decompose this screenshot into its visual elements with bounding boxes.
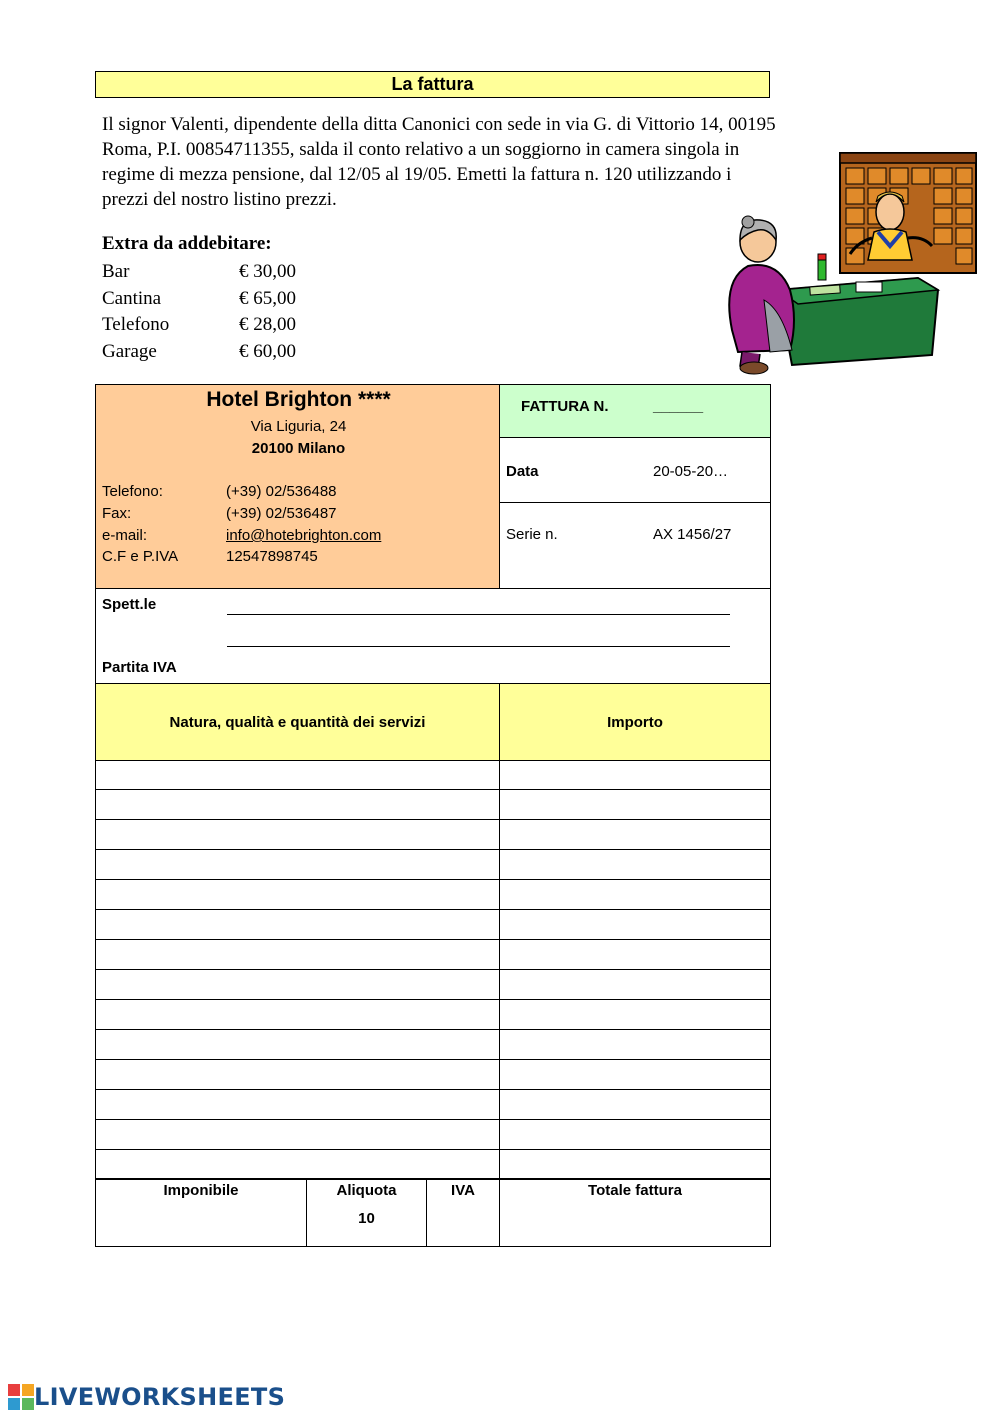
extras-list bbox=[102, 259, 296, 365]
hotel-header bbox=[95, 384, 500, 589]
column-divider bbox=[499, 1090, 500, 1119]
vat-number-label: Partita IVA bbox=[102, 659, 177, 676]
recipient-line-1[interactable] bbox=[227, 596, 730, 615]
table-row[interactable] bbox=[95, 790, 771, 820]
hotel-address: Via Liguria, 24 bbox=[250, 418, 347, 435]
table-row[interactable] bbox=[95, 940, 771, 970]
table-row[interactable] bbox=[95, 970, 771, 1000]
hotel-city: 20100 Milano bbox=[251, 440, 346, 457]
hotel-vat: C.F e P.IVA 12547898745 bbox=[102, 548, 318, 565]
totals-row bbox=[95, 1178, 771, 1247]
extra-item: Bar € 30,00 bbox=[102, 261, 296, 283]
invoice-form bbox=[95, 384, 771, 1247]
table-row[interactable] bbox=[95, 910, 771, 940]
invoice-meta bbox=[499, 384, 771, 589]
invoice-date-value: 20-05-20… bbox=[653, 463, 729, 480]
column-divider bbox=[499, 850, 500, 879]
recipient-section bbox=[95, 588, 771, 684]
extra-item: Telefono € 28,00 bbox=[102, 314, 296, 336]
table-row[interactable] bbox=[95, 1150, 771, 1180]
table-row[interactable] bbox=[95, 880, 771, 910]
recipient-line-2[interactable] bbox=[227, 628, 730, 647]
table-row[interactable] bbox=[95, 1030, 771, 1060]
col-amount-header: Importo bbox=[607, 713, 663, 731]
column-divider bbox=[499, 910, 500, 939]
liveworksheets-wordmark: LIVEWORKSHEETS bbox=[34, 1383, 286, 1411]
column-divider bbox=[499, 790, 500, 819]
table-row[interactable] bbox=[95, 850, 771, 880]
invoice-date-label: Data bbox=[506, 463, 539, 480]
hotel-fax: Fax: (+39) 02/536487 bbox=[102, 505, 337, 522]
invoice-series-cell bbox=[500, 503, 770, 588]
services-table-body bbox=[95, 760, 771, 1180]
invoice-number-blank[interactable]: ______ bbox=[653, 398, 704, 415]
invoice-number-cell bbox=[500, 385, 770, 438]
recipient-label: Spett.le bbox=[102, 596, 157, 613]
invoice-series-label: Serie n. bbox=[506, 526, 558, 543]
table-row[interactable] bbox=[95, 1060, 771, 1090]
page-title: La fattura bbox=[95, 71, 770, 98]
invoice-series-value: AX 1456/27 bbox=[653, 526, 732, 543]
column-divider bbox=[499, 970, 500, 999]
hotel-email: e-mail: info@hotebrighton.com bbox=[102, 527, 382, 544]
hotel-name: Hotel Brighton **** bbox=[206, 388, 391, 411]
extra-item: Garage € 60,00 bbox=[102, 340, 296, 362]
table-row[interactable] bbox=[95, 820, 771, 850]
invoice-number-label: FATTURA N. bbox=[521, 398, 609, 415]
hotel-reception-illustration bbox=[718, 150, 980, 376]
column-divider bbox=[499, 1030, 500, 1059]
table-row[interactable] bbox=[95, 1000, 771, 1030]
column-divider bbox=[499, 1000, 500, 1029]
column-divider bbox=[499, 1060, 500, 1089]
extras-title: Extra da addebitare: bbox=[102, 233, 272, 254]
liveworksheets-icon bbox=[8, 1384, 34, 1410]
col-services-header: Natura, qualità e quantità dei servizi bbox=[169, 713, 426, 731]
column-divider bbox=[499, 1120, 500, 1149]
table-row[interactable] bbox=[95, 1090, 771, 1120]
exercise-text: Il signor Valenti, dipendente della ditta Canonici con sede in via G. di Vittorio 14, 00195 Roma, P.I. 00854711355, salda il conto relativo a un soggiorno in camera singola in regime di mezza pensione, dal 12/05 al 19/05. Emetti la fattura n. 120 utilizzando i prezzi del nostro listino prezzi. bbox=[102, 114, 776, 210]
column-divider bbox=[499, 760, 500, 789]
services-table-header bbox=[95, 683, 771, 761]
vat-label: IVA bbox=[451, 1182, 475, 1199]
invoice-date-cell bbox=[500, 438, 770, 503]
column-divider bbox=[499, 1150, 500, 1179]
invoice-total-label: Totale fattura bbox=[588, 1182, 682, 1199]
vat-rate-label: Aliquota bbox=[336, 1182, 397, 1199]
column-divider bbox=[499, 940, 500, 969]
vat-rate-value: 10 bbox=[358, 1210, 375, 1227]
taxable-amount-label: Imponibile bbox=[163, 1182, 239, 1199]
hotel-phone: Telefono: (+39) 02/536488 bbox=[102, 483, 337, 500]
hotel-email-link[interactable]: info@hotebrighton.com bbox=[226, 527, 382, 544]
column-divider bbox=[499, 820, 500, 849]
extra-item: Cantina € 65,00 bbox=[102, 287, 296, 309]
column-divider bbox=[499, 880, 500, 909]
table-row[interactable] bbox=[95, 1120, 771, 1150]
table-row[interactable] bbox=[95, 760, 771, 790]
liveworksheets-logo[interactable] bbox=[8, 1382, 285, 1412]
